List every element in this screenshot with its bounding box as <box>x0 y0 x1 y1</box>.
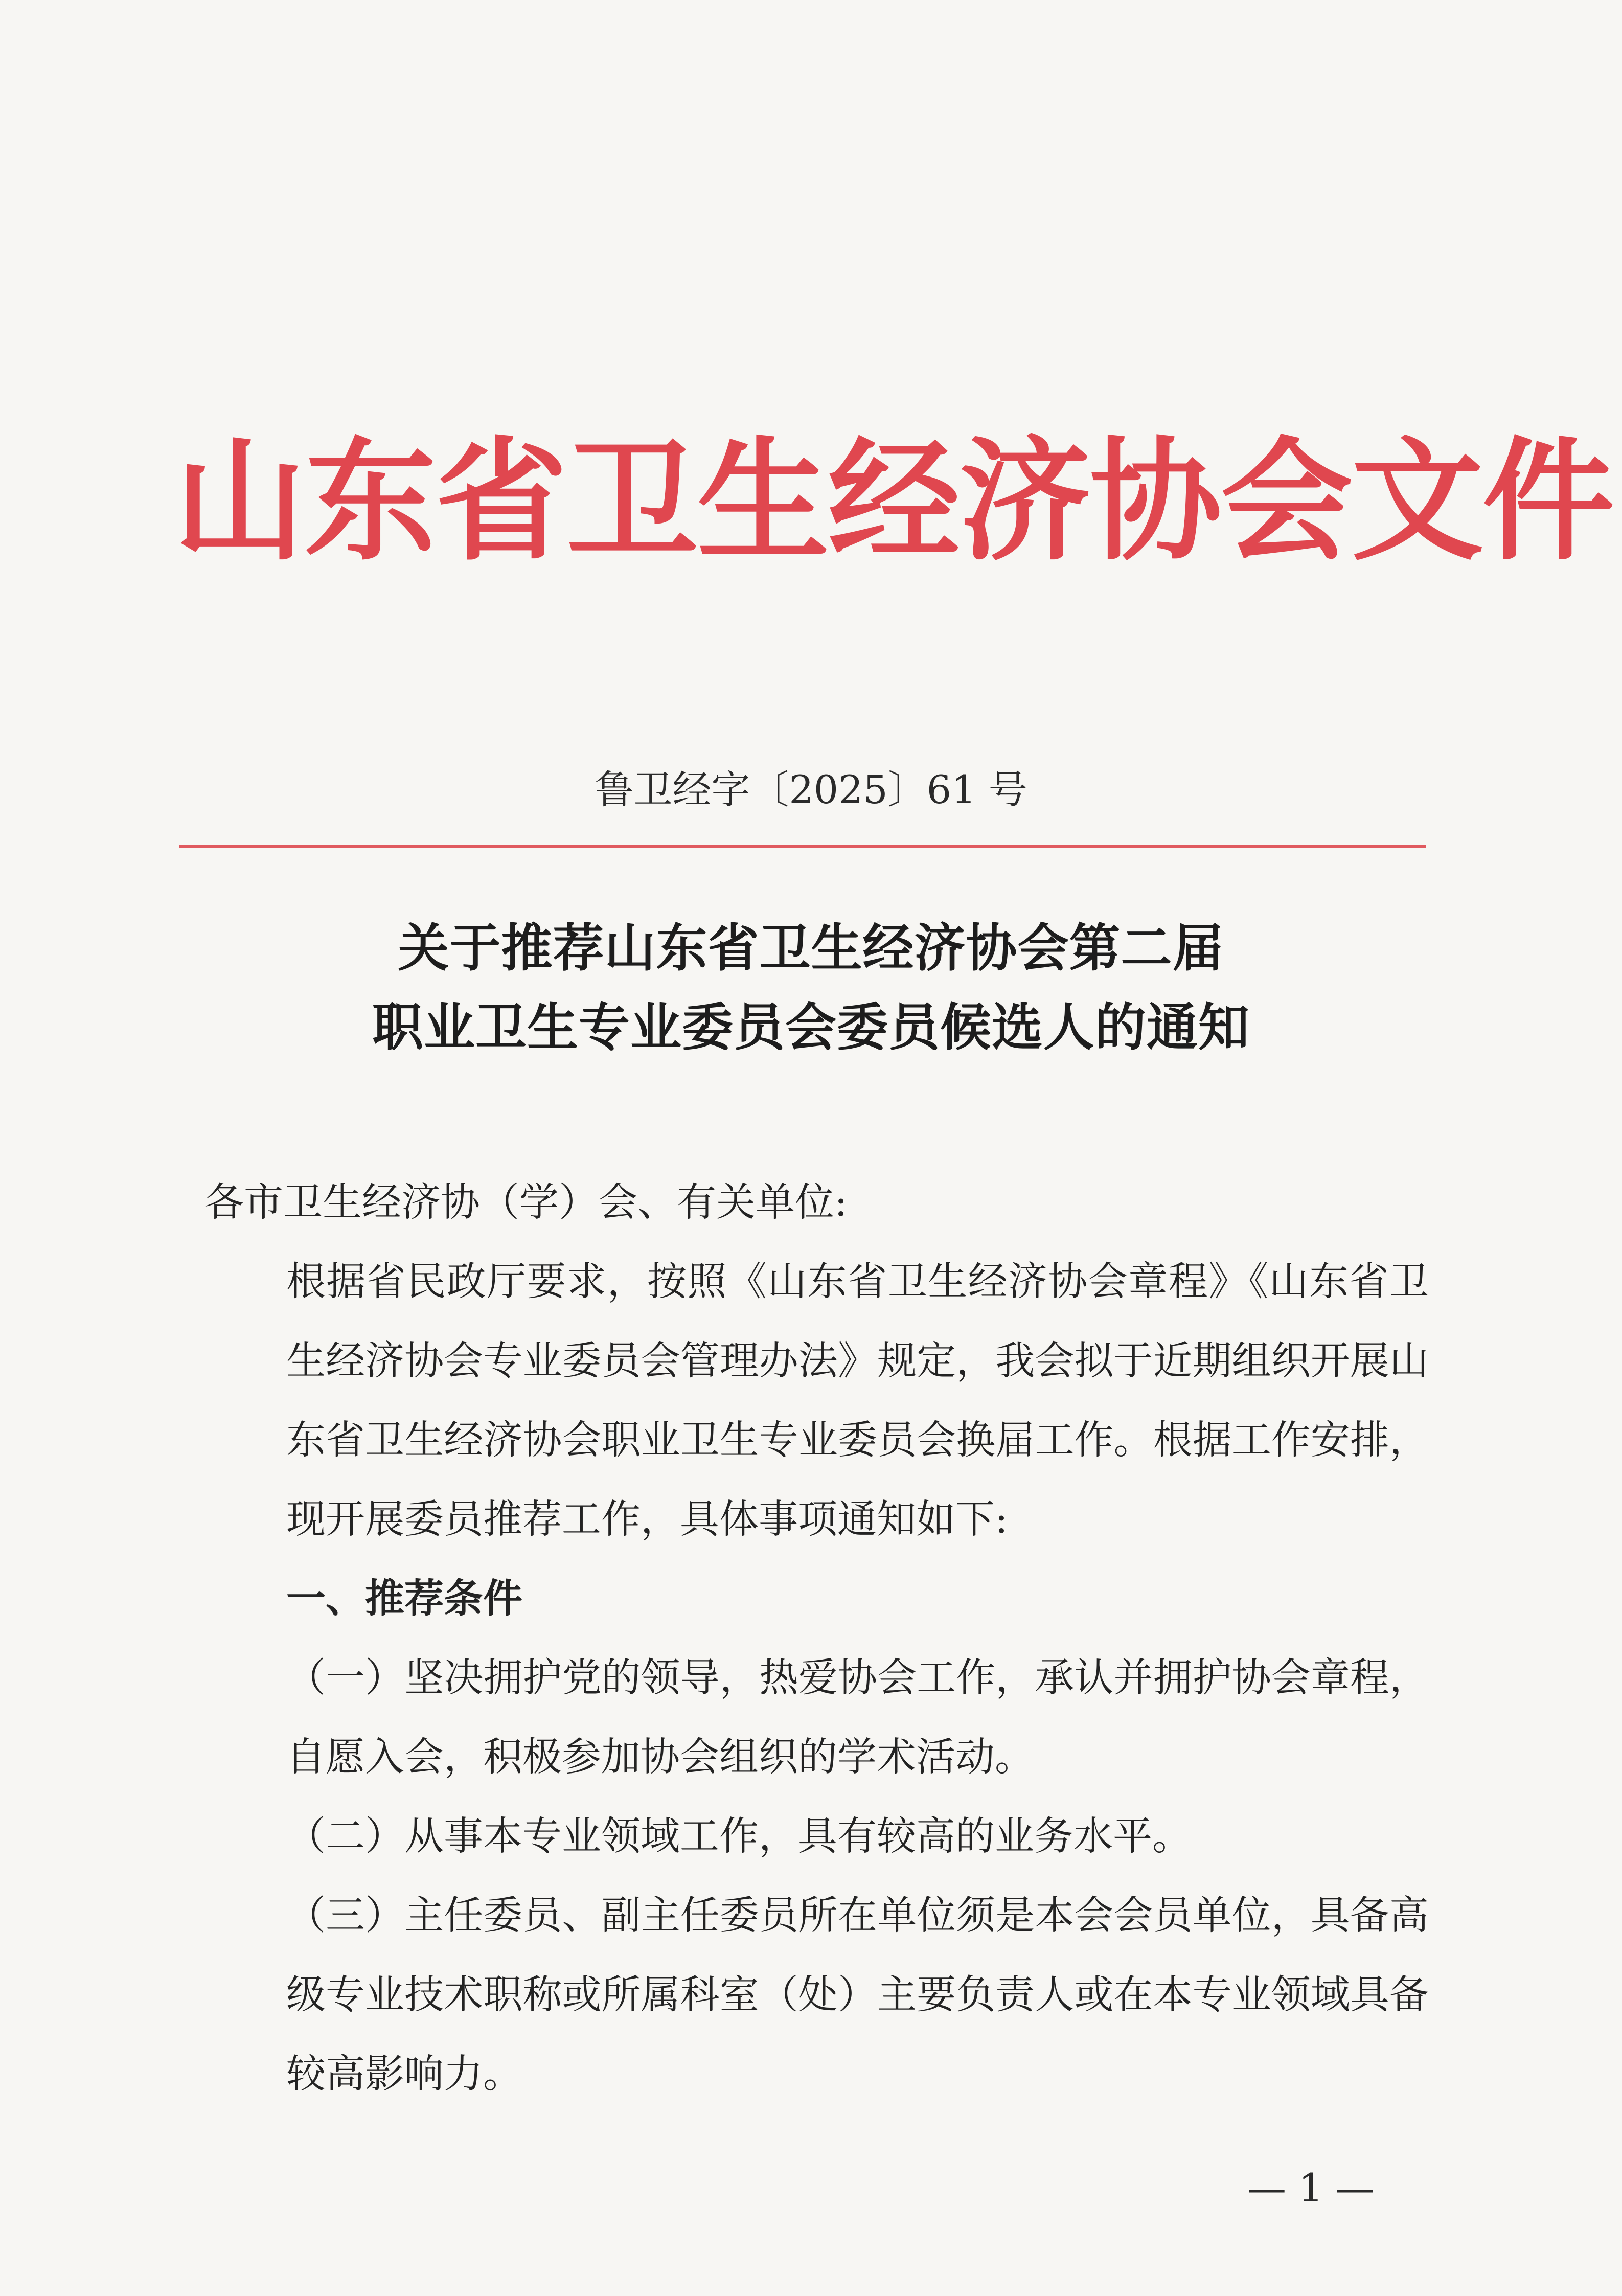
page-number: — 1 — <box>1247 2165 1375 2211</box>
section-heading-recommendation-conditions: 一、推荐条件 <box>286 1576 522 1622</box>
notice-body <box>204 1163 1429 2114</box>
intro-paragraph: 根据省民政厅要求，按照《山东省卫生经济协会章程》《山东省卫生经济协会专业委员会管理办法》规定，我会拟于近期组织开展山东省卫生经济协会职业卫生专业委员会换届工作。根据工作安排，现开展委员推荐工作，具体事项通知如下: <box>286 1259 1429 1542</box>
notice-title-line-2: 职业卫生专业委员会委员候选人的通知 <box>372 997 1250 1057</box>
condition-item-3: （三）主任委员、副主任委员所在单位须是本会会员单位，具备高级专业技术职称或所属科室（处）主要负责人或在本专业领域具备较高影响力。 <box>286 1893 1429 2097</box>
condition-item-2: （二）从事本专业领域工作，具有较高的业务水平。 <box>286 1814 1192 1859</box>
document-number: 鲁卫经字〔2025〕61 号 <box>595 767 1027 812</box>
salutation: 各市卫生经济协（学）会、有关单位: <box>204 1180 848 1225</box>
masthead-title: 山东省卫生经济协会文件 <box>174 423 1613 578</box>
condition-item-1: （一）坚决拥护党的领导，热爱协会工作，承认并拥护协会章程，自愿入会，积极参加协会组织的学术活动。 <box>286 1655 1429 1780</box>
notice-title-line-1: 关于推荐山东省卫生经济协会第二届 <box>398 918 1224 978</box>
red-divider-line <box>179 845 1426 848</box>
